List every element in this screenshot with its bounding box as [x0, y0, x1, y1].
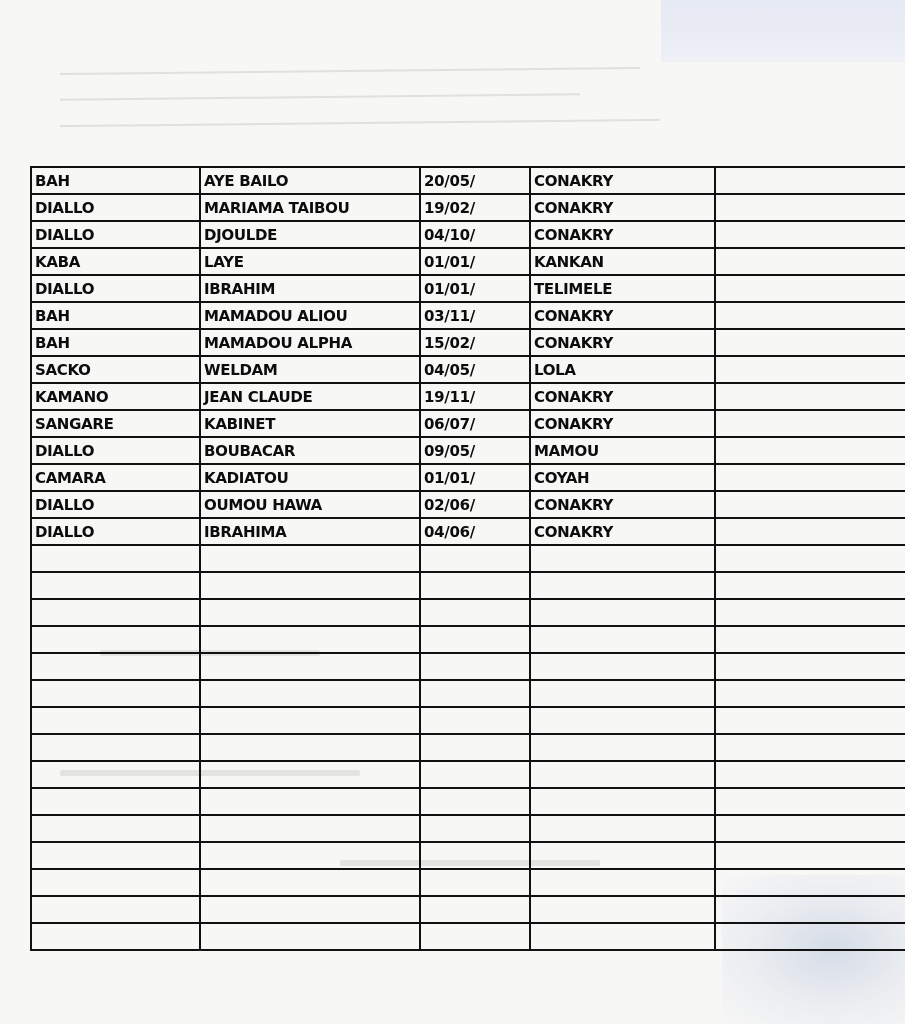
last-name-cell: DIALLO — [31, 437, 200, 464]
birth-place-cell: TELIMELE — [530, 275, 715, 302]
last-name-cell — [31, 626, 200, 653]
birth-date-cell: 01/01/ — [420, 275, 530, 302]
first-name-cell — [200, 761, 420, 788]
last-name-cell — [31, 707, 200, 734]
extra-cell — [715, 869, 905, 896]
last-name-cell — [31, 734, 200, 761]
last-name-cell: DIALLO — [31, 275, 200, 302]
extra-cell — [715, 221, 905, 248]
birth-date-cell — [420, 815, 530, 842]
first-name-cell — [200, 680, 420, 707]
birth-place-cell: CONAKRY — [530, 518, 715, 545]
extra-cell — [715, 383, 905, 410]
extra-cell — [715, 248, 905, 275]
birth-place-cell — [530, 572, 715, 599]
extra-cell — [715, 815, 905, 842]
table-row — [31, 437, 905, 464]
birth-place-cell: CONAKRY — [530, 410, 715, 437]
birth-date-cell: 03/11/ — [420, 302, 530, 329]
first-name-cell — [200, 896, 420, 923]
first-name-cell — [200, 815, 420, 842]
table-row — [31, 356, 905, 383]
extra-cell — [715, 734, 905, 761]
table-row — [31, 464, 905, 491]
extra-cell — [715, 842, 905, 869]
table-row — [31, 545, 905, 572]
extra-cell — [715, 302, 905, 329]
birth-place-cell — [530, 923, 715, 950]
extra-cell — [715, 464, 905, 491]
birth-date-cell — [420, 842, 530, 869]
table-row — [31, 194, 905, 221]
birth-date-cell: 06/07/ — [420, 410, 530, 437]
birth-date-cell — [420, 626, 530, 653]
birth-place-cell: MAMOU — [530, 437, 715, 464]
table-row — [31, 383, 905, 410]
birth-date-cell — [420, 680, 530, 707]
first-name-cell: MAMADOU ALIOU — [200, 302, 420, 329]
birth-date-cell — [420, 707, 530, 734]
last-name-cell: CAMARA — [31, 464, 200, 491]
table-row — [31, 653, 905, 680]
birth-date-cell — [420, 761, 530, 788]
bleed-through-line — [60, 93, 580, 100]
first-name-cell: MAMADOU ALPHA — [200, 329, 420, 356]
extra-cell — [715, 518, 905, 545]
extra-cell — [715, 329, 905, 356]
last-name-cell: KAMANO — [31, 383, 200, 410]
last-name-cell — [31, 923, 200, 950]
birth-date-cell — [420, 869, 530, 896]
roster-table — [30, 166, 905, 951]
last-name-cell — [31, 842, 200, 869]
birth-date-cell: 04/06/ — [420, 518, 530, 545]
birth-place-cell — [530, 734, 715, 761]
table-row — [31, 896, 905, 923]
extra-cell — [715, 680, 905, 707]
first-name-cell — [200, 869, 420, 896]
table-row — [31, 248, 905, 275]
last-name-cell — [31, 869, 200, 896]
first-name-cell — [200, 653, 420, 680]
bleed-through-line — [60, 67, 640, 75]
first-name-cell: KADIATOU — [200, 464, 420, 491]
birth-date-cell: 19/11/ — [420, 383, 530, 410]
birth-place-cell — [530, 707, 715, 734]
birth-place-cell — [530, 815, 715, 842]
birth-place-cell: CONAKRY — [530, 167, 715, 194]
birth-place-cell: CONAKRY — [530, 194, 715, 221]
extra-cell — [715, 410, 905, 437]
last-name-cell — [31, 815, 200, 842]
first-name-cell: LAYE — [200, 248, 420, 275]
birth-place-cell: COYAH — [530, 464, 715, 491]
extra-cell — [715, 194, 905, 221]
last-name-cell — [31, 680, 200, 707]
first-name-cell — [200, 707, 420, 734]
first-name-cell: JEAN CLAUDE — [200, 383, 420, 410]
birth-date-cell: 15/02/ — [420, 329, 530, 356]
table-row — [31, 599, 905, 626]
last-name-cell: DIALLO — [31, 221, 200, 248]
first-name-cell: IBRAHIM — [200, 275, 420, 302]
birth-place-cell: LOLA — [530, 356, 715, 383]
bleed-through-line — [60, 119, 660, 127]
first-name-cell: KABINET — [200, 410, 420, 437]
birth-date-cell: 19/02/ — [420, 194, 530, 221]
birth-date-cell — [420, 653, 530, 680]
last-name-cell: BAH — [31, 167, 200, 194]
birth-place-cell: CONAKRY — [530, 221, 715, 248]
last-name-cell: KABA — [31, 248, 200, 275]
first-name-cell — [200, 626, 420, 653]
table-row — [31, 680, 905, 707]
roster-body — [31, 167, 905, 950]
extra-cell — [715, 923, 905, 950]
last-name-cell — [31, 896, 200, 923]
first-name-cell — [200, 788, 420, 815]
first-name-cell: MARIAMA TAIBOU — [200, 194, 420, 221]
last-name-cell — [31, 572, 200, 599]
table-row — [31, 788, 905, 815]
birth-place-cell — [530, 626, 715, 653]
birth-place-cell — [530, 545, 715, 572]
birth-place-cell — [530, 680, 715, 707]
first-name-cell: DJOULDE — [200, 221, 420, 248]
birth-place-cell: CONAKRY — [530, 302, 715, 329]
extra-cell — [715, 275, 905, 302]
birth-date-cell — [420, 572, 530, 599]
birth-place-cell — [530, 842, 715, 869]
last-name-cell — [31, 761, 200, 788]
table-row — [31, 491, 905, 518]
birth-date-cell: 20/05/ — [420, 167, 530, 194]
birth-date-cell — [420, 896, 530, 923]
extra-cell — [715, 491, 905, 518]
extra-cell — [715, 788, 905, 815]
table-row — [31, 518, 905, 545]
last-name-cell — [31, 599, 200, 626]
first-name-cell — [200, 923, 420, 950]
first-name-cell: WELDAM — [200, 356, 420, 383]
last-name-cell: SANGARE — [31, 410, 200, 437]
scan-smudge-top — [661, 0, 905, 62]
birth-place-cell: KANKAN — [530, 248, 715, 275]
table-row — [31, 869, 905, 896]
table-row — [31, 410, 905, 437]
table-row — [31, 815, 905, 842]
birth-date-cell: 01/01/ — [420, 248, 530, 275]
birth-date-cell — [420, 734, 530, 761]
last-name-cell: BAH — [31, 302, 200, 329]
birth-place-cell: CONAKRY — [530, 329, 715, 356]
last-name-cell — [31, 545, 200, 572]
extra-cell — [715, 896, 905, 923]
table-row — [31, 572, 905, 599]
birth-date-cell: 04/10/ — [420, 221, 530, 248]
first-name-cell — [200, 545, 420, 572]
birth-place-cell — [530, 653, 715, 680]
last-name-cell: DIALLO — [31, 491, 200, 518]
table-row — [31, 707, 905, 734]
table-row — [31, 302, 905, 329]
extra-cell — [715, 653, 905, 680]
last-name-cell — [31, 788, 200, 815]
extra-cell — [715, 761, 905, 788]
birth-date-cell — [420, 788, 530, 815]
table-row — [31, 329, 905, 356]
birth-place-cell — [530, 869, 715, 896]
birth-place-cell: CONAKRY — [530, 383, 715, 410]
table-row — [31, 734, 905, 761]
first-name-cell: AYE BAILO — [200, 167, 420, 194]
birth-date-cell: 02/06/ — [420, 491, 530, 518]
first-name-cell: IBRAHIMA — [200, 518, 420, 545]
birth-date-cell — [420, 545, 530, 572]
last-name-cell: DIALLO — [31, 194, 200, 221]
first-name-cell — [200, 734, 420, 761]
last-name-cell: DIALLO — [31, 518, 200, 545]
table-row — [31, 221, 905, 248]
first-name-cell: BOUBACAR — [200, 437, 420, 464]
table-row — [31, 626, 905, 653]
birth-place-cell — [530, 599, 715, 626]
last-name-cell: BAH — [31, 329, 200, 356]
birth-date-cell: 09/05/ — [420, 437, 530, 464]
extra-cell — [715, 572, 905, 599]
table-row — [31, 842, 905, 869]
extra-cell — [715, 437, 905, 464]
first-name-cell — [200, 599, 420, 626]
extra-cell — [715, 626, 905, 653]
first-name-cell: OUMOU HAWA — [200, 491, 420, 518]
birth-date-cell — [420, 599, 530, 626]
extra-cell — [715, 167, 905, 194]
first-name-cell — [200, 842, 420, 869]
birth-date-cell: 01/01/ — [420, 464, 530, 491]
birth-date-cell: 04/05/ — [420, 356, 530, 383]
birth-date-cell — [420, 923, 530, 950]
birth-place-cell — [530, 896, 715, 923]
birth-place-cell — [530, 761, 715, 788]
extra-cell — [715, 599, 905, 626]
last-name-cell — [31, 653, 200, 680]
last-name-cell: SACKO — [31, 356, 200, 383]
table-row — [31, 167, 905, 194]
birth-place-cell — [530, 788, 715, 815]
extra-cell — [715, 707, 905, 734]
table-row — [31, 275, 905, 302]
table-row — [31, 761, 905, 788]
extra-cell — [715, 545, 905, 572]
first-name-cell — [200, 572, 420, 599]
table-row — [31, 923, 905, 950]
extra-cell — [715, 356, 905, 383]
birth-place-cell: CONAKRY — [530, 491, 715, 518]
